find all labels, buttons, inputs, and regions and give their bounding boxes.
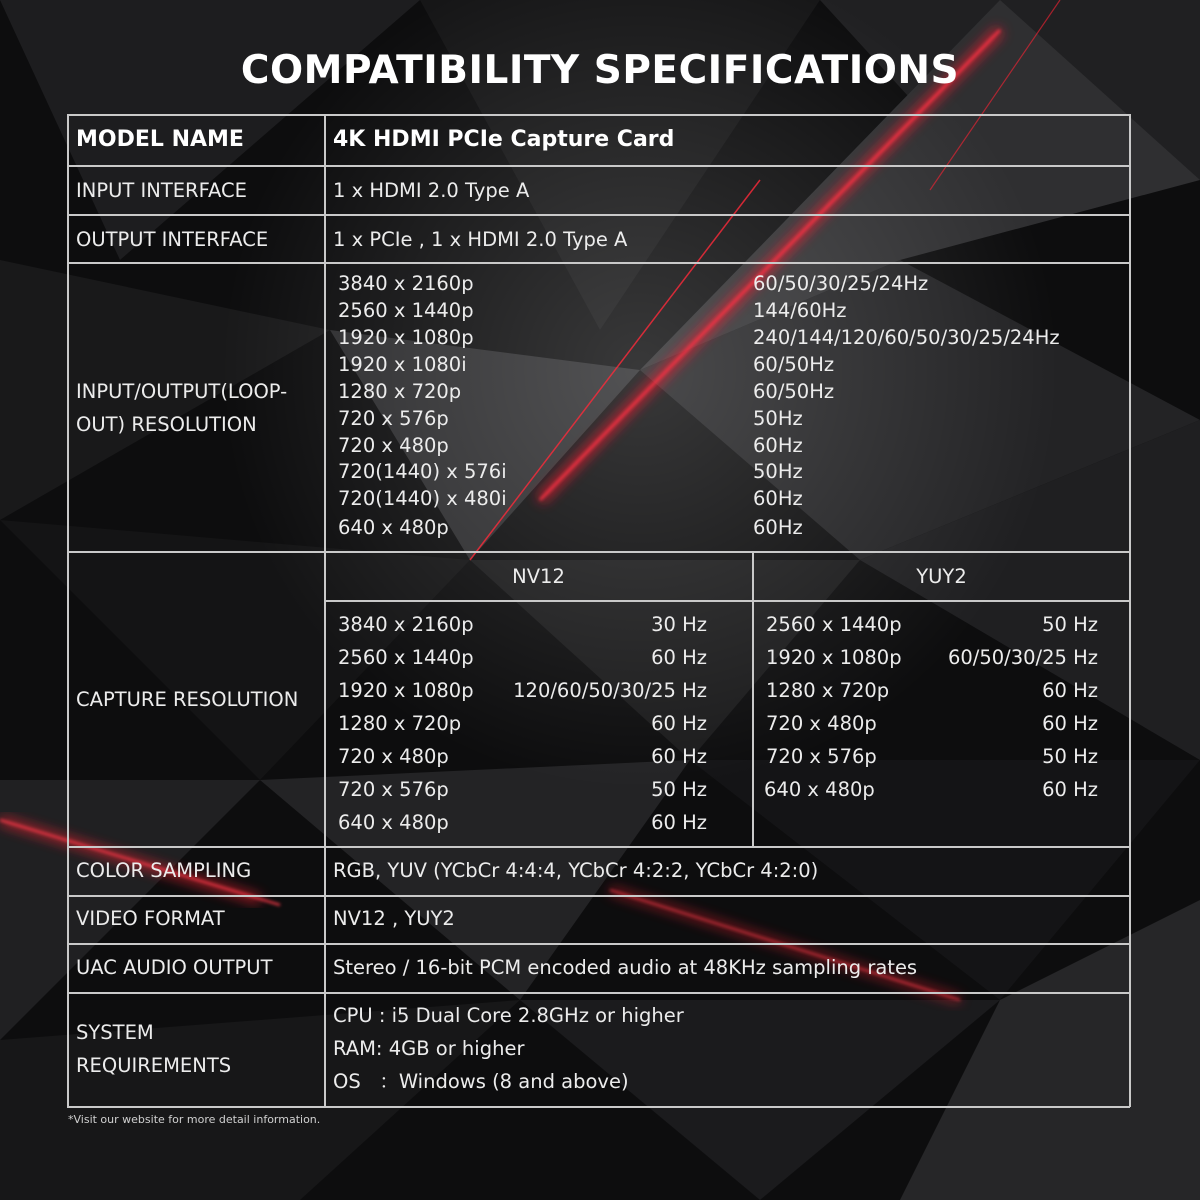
yuy2-rate-3: 60 Hz <box>1042 712 1098 735</box>
io-res-8: 720(1440) x 480i <box>338 487 507 510</box>
page-title: COMPATIBILITY SPECIFICATIONS <box>240 48 960 93</box>
io-rate-8: 60Hz <box>753 487 803 510</box>
yuy2-rate-2: 60 Hz <box>1042 679 1098 702</box>
io-resolution-label-line1: INPUT/OUTPUT(LOOP- <box>76 380 288 403</box>
uac-audio-label: UAC AUDIO OUTPUT <box>76 956 273 979</box>
row-divider <box>67 895 1130 897</box>
io-res-3: 1920 x 1080i <box>338 353 467 376</box>
input-interface-value: 1 x HDMI 2.0 Type A <box>333 179 530 202</box>
nv12-res-1: 2560 x 1440p <box>338 646 474 669</box>
io-rate-2: 240/144/120/60/50/30/25/24Hz <box>753 326 1060 349</box>
nv12-rate-4: 60 Hz <box>651 745 707 768</box>
yuy2-res-2: 1280 x 720p <box>766 679 890 702</box>
color-sampling-value: RGB, YUV (YCbCr 4:4:4, YCbCr 4:2:2, YCbCr 4:2:0) <box>333 859 819 882</box>
row-divider <box>67 262 1130 264</box>
row-divider <box>67 165 1130 167</box>
uac-audio-value: Stereo / 16-bit PCM encoded audio at 48KHz sampling rates <box>333 956 918 979</box>
model-name-value: 4K HDMI PCIe Capture Card <box>333 127 675 152</box>
color-sampling-label: COLOR SAMPLING <box>76 859 252 882</box>
yuy2-rate-5: 60 Hz <box>1042 778 1098 801</box>
io-res-9: 640 x 480p <box>338 516 449 539</box>
yuy2-res-4: 720 x 576p <box>766 745 877 768</box>
model-name-label: MODEL NAME <box>76 127 244 152</box>
io-rate-5: 50Hz <box>753 407 803 430</box>
input-interface-label: INPUT INTERFACE <box>76 179 247 202</box>
io-rate-3: 60/50Hz <box>753 353 835 376</box>
output-interface-label: OUTPUT INTERFACE <box>76 228 269 251</box>
system-cpu: CPU : i5 Dual Core 2.8GHz or higher <box>333 1004 684 1027</box>
nv12-rate-3: 60 Hz <box>651 712 707 735</box>
video-format-value: NV12 , YUY2 <box>333 907 455 930</box>
system-ram: RAM: 4GB or higher <box>333 1037 525 1060</box>
io-res-0: 3840 x 2160p <box>338 272 474 295</box>
io-resolution-label-line2: OUT) RESOLUTION <box>76 413 257 436</box>
nv12-rate-6: 60 Hz <box>651 811 707 834</box>
row-divider <box>67 214 1130 216</box>
io-res-7: 720(1440) x 576i <box>338 460 507 483</box>
row-divider <box>67 943 1130 945</box>
io-res-5: 720 x 576p <box>338 407 449 430</box>
nv12-res-5: 720 x 576p <box>338 778 449 801</box>
system-requirements-label-line1: SYSTEM <box>76 1021 154 1044</box>
system-os: OS ：Windows (8 and above) <box>333 1070 629 1093</box>
row-divider <box>67 551 1130 553</box>
nv12-res-3: 1280 x 720p <box>338 712 462 735</box>
yuy2-rate-1: 60/50/30/25 Hz <box>947 646 1098 669</box>
nv12-rate-5: 50 Hz <box>651 778 707 801</box>
capture-subheader-divider <box>324 600 1130 602</box>
io-rate-9: 60Hz <box>753 516 803 539</box>
footnote: *Visit our website for more detail information. <box>68 1113 321 1126</box>
video-format-label: VIDEO FORMAT <box>76 907 225 930</box>
io-res-4: 1280 x 720p <box>338 380 462 403</box>
nv12-rate-1: 60 Hz <box>651 646 707 669</box>
output-interface-value: 1 x PCIe , 1 x HDMI 2.0 Type A <box>333 228 628 251</box>
nv12-header: NV12 <box>512 565 565 588</box>
nv12-res-6: 640 x 480p <box>338 811 449 834</box>
nv12-res-0: 3840 x 2160p <box>338 613 474 636</box>
io-rate-7: 50Hz <box>753 460 803 483</box>
yuy2-res-0: 2560 x 1440p <box>766 613 902 636</box>
row-divider <box>67 114 1130 116</box>
nv12-rate-2: 120/60/50/30/25 Hz <box>513 679 707 702</box>
yuy2-res-5: 640 x 480p <box>764 778 875 801</box>
row-divider <box>67 992 1130 994</box>
io-res-6: 720 x 480p <box>338 434 449 457</box>
row-divider <box>67 846 1130 848</box>
nv12-res-4: 720 x 480p <box>338 745 449 768</box>
yuy2-rate-4: 50 Hz <box>1042 745 1098 768</box>
capture-column-divider <box>752 551 754 847</box>
io-res-1: 2560 x 1440p <box>338 299 474 322</box>
io-rate-1: 144/60Hz <box>753 299 847 322</box>
capture-resolution-label: CAPTURE RESOLUTION <box>76 688 299 711</box>
nv12-rate-0: 30 Hz <box>651 613 707 636</box>
system-requirements-label-line2: REQUIREMENTS <box>76 1054 232 1077</box>
row-divider <box>67 1106 1130 1108</box>
io-rate-6: 60Hz <box>753 434 803 457</box>
io-rate-0: 60/50/30/25/24Hz <box>753 272 929 295</box>
yuy2-rate-0: 50 Hz <box>1042 613 1098 636</box>
io-res-2: 1920 x 1080p <box>338 326 474 349</box>
yuy2-res-1: 1920 x 1080p <box>766 646 902 669</box>
nv12-res-2: 1920 x 1080p <box>338 679 474 702</box>
io-rate-4: 60/50Hz <box>753 380 835 403</box>
yuy2-res-3: 720 x 480p <box>766 712 877 735</box>
yuy2-header: YUY2 <box>916 565 967 588</box>
